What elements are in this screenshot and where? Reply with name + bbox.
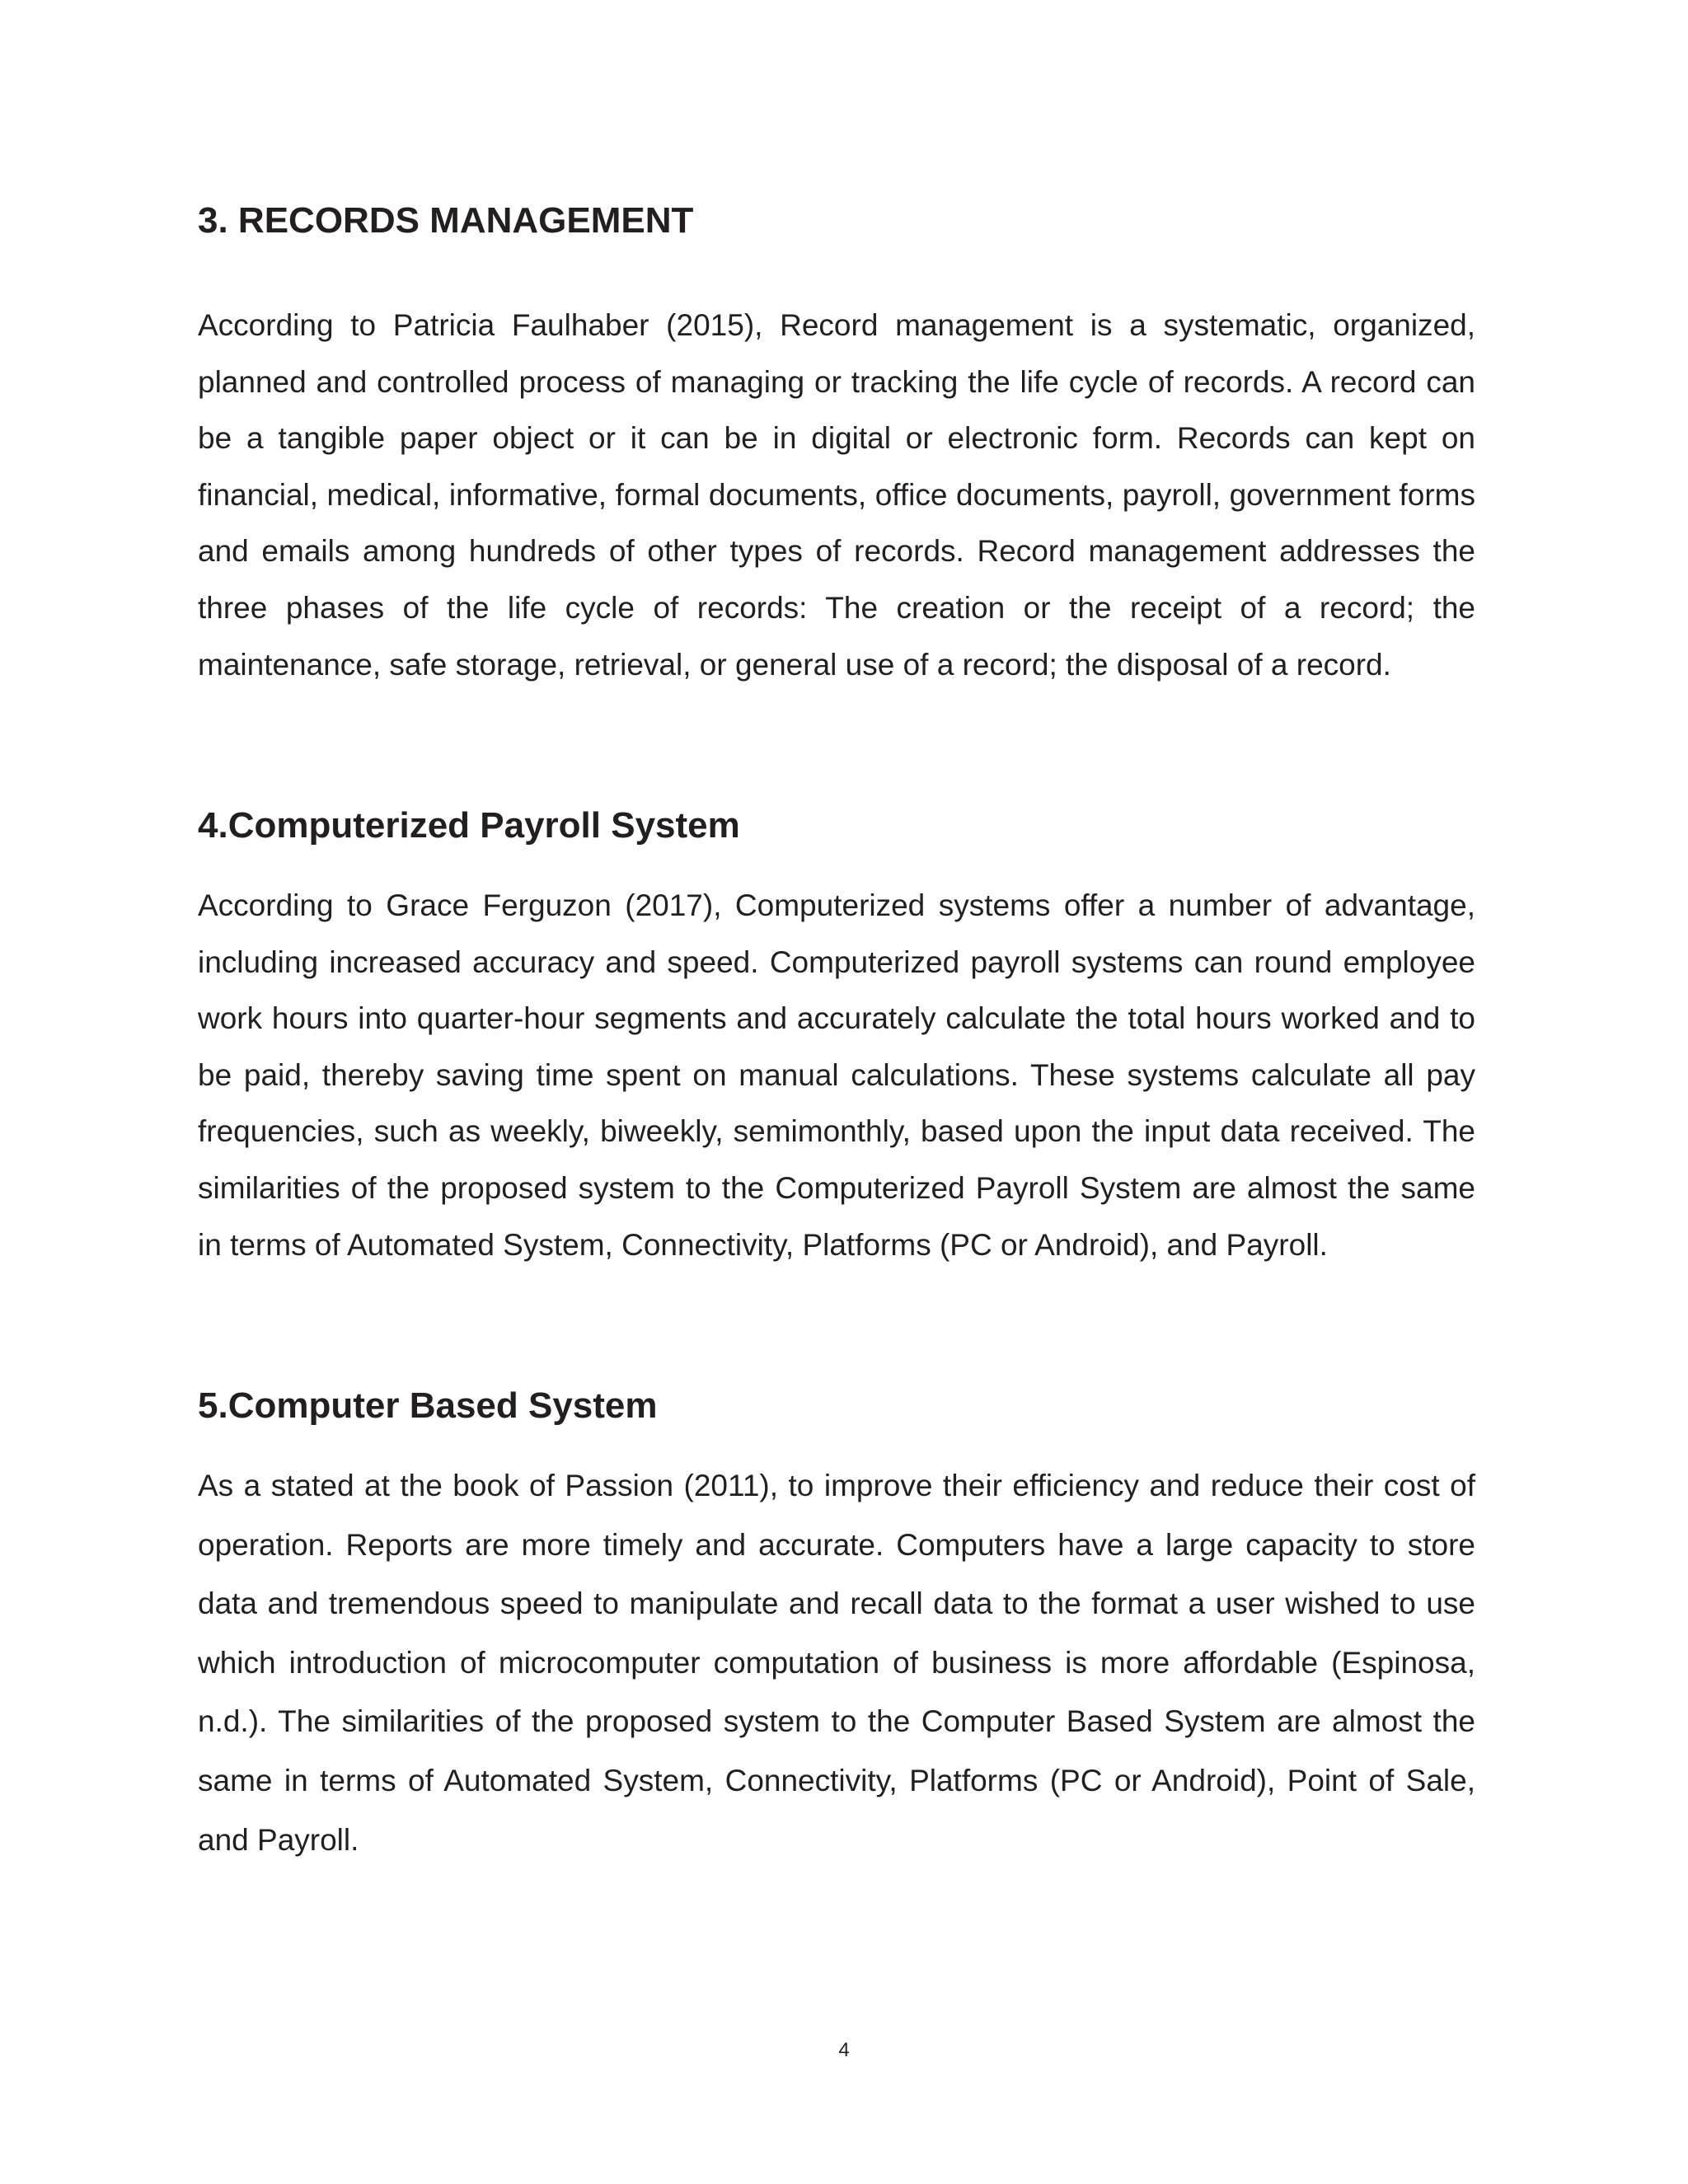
section-heading-records-management: 3. RECORDS MANAGEMENT xyxy=(198,200,694,241)
section-body-computer-based-system: As a stated at the book of Passion (2011), to improve their efficiency and reduce their cost of operation. Reports are more timely and accurate. Computers have a large capacity to store data and tremendous speed to manipulate and recall data to the format a user wished to use which introduction of microcomputer computation of business is more affordable (Espinosa, n.d.). The similarities of the proposed system to the Computer Based System are almost the same in terms of Automated System, Connectivity, Platforms (PC or Android), Point of Sale, and Payroll. xyxy=(198,1469,1475,1857)
section-heading-computerized-payroll: 4.Computerized Payroll System xyxy=(198,805,740,846)
section-body-computerized-payroll: According to Grace Ferguzon (2017), Computerized systems offer a number of advantage, including increased accuracy and speed. Computerized payroll systems can round employee work hours into quarter-hour segments and accurately calculate the total hours worked and to be paid, thereby saving time spent on manual calculations. These systems calculate all pay frequencies, such as weekly, biweekly, semimonthly, based upon the input data received. The similarities of the proposed system to the Computerized Payroll System are almost the same in terms of Automated System, Connectivity, Platforms (PC or Android), and Payroll. xyxy=(198,888,1475,1262)
section-heading-computer-based-system: 5.Computer Based System xyxy=(198,1385,658,1426)
page-number: 4 xyxy=(838,2039,850,2061)
section-body-records-management: According to Patricia Faulhaber (2015), Record management is a systematic, organized, planned and controlled process of managing or tracking the life cycle of records. A record can be a tangible paper object or it can be in digital or electronic form. Records can kept on financial, medical, informative, formal documents, office documents, payroll, government forms and emails among hundreds of other types of records. Record management addresses the three phases of the life cycle of records: The creation or the receipt of a record; the maintenance, safe storage, retrieval, or general use of a record; the disposal of a record. xyxy=(198,308,1475,682)
